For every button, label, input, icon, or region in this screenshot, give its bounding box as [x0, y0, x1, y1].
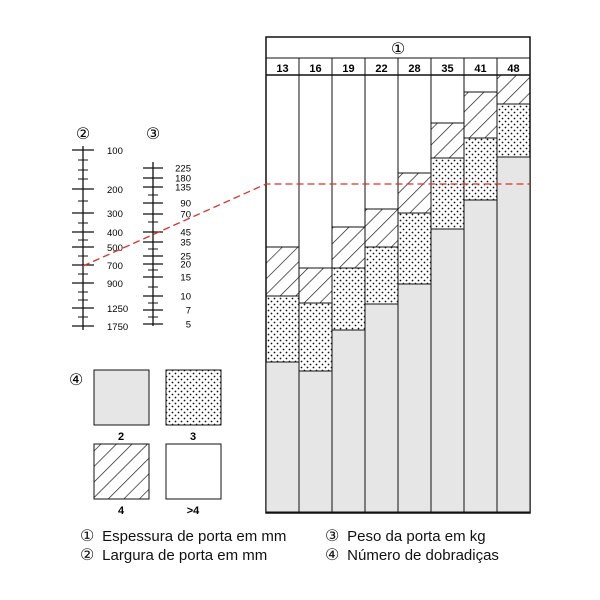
weight-tick-label: 70	[180, 209, 191, 221]
legend-text-4: Número de dobradiças	[347, 547, 499, 564]
width-tick-label: 200	[107, 185, 123, 196]
marker-4-header: ④	[68, 370, 84, 389]
legend-item-3	[325, 527, 486, 547]
legend-marker-4: ④	[325, 547, 340, 564]
cell-solid	[365, 304, 398, 512]
cell-dotted	[431, 158, 464, 229]
cell-solid	[431, 229, 464, 512]
hinge-key	[69, 370, 221, 517]
legend-text-2: Largura de porta em mm	[102, 547, 268, 564]
cell-solid	[398, 284, 431, 512]
cell-hatched	[497, 75, 530, 104]
legend-text-3: Peso da porta em kg	[347, 528, 486, 545]
legend-item-2	[80, 546, 267, 566]
weight-tick-label: 135	[175, 182, 191, 194]
marker-2-header: ②	[75, 124, 91, 143]
key-label-2: 2	[117, 431, 125, 443]
cell-hatched	[398, 173, 431, 213]
width-scale	[72, 124, 128, 333]
key-label-more-than-4: >4	[186, 505, 200, 517]
legend-marker-3: ③	[325, 528, 340, 545]
weight-tick-label: 5	[185, 319, 191, 331]
marker-3-header: ③	[145, 124, 161, 143]
width-tick-label: 700	[107, 261, 123, 272]
width-tick-label: 500	[107, 243, 123, 254]
legend-item-4	[325, 546, 499, 566]
cell-dotted	[299, 303, 332, 371]
cell-dotted	[266, 296, 299, 362]
cell-dotted	[464, 138, 497, 200]
legend-text-1: Espessura de porta em mm	[102, 528, 287, 545]
marker-1-header: ①	[390, 39, 406, 58]
key-label-4: 4	[117, 505, 125, 517]
width-tick-label: 400	[107, 228, 123, 239]
cell-solid	[332, 330, 365, 512]
weight-tick-label: 225	[175, 163, 191, 175]
weight-tick-label: 7	[185, 305, 191, 317]
legend-item-1	[80, 527, 286, 547]
cell-hatched	[332, 227, 365, 268]
weight-ticks	[143, 164, 191, 331]
thickness-label: 28	[408, 63, 421, 75]
cell-solid	[497, 157, 530, 512]
cell-hatched	[365, 209, 398, 247]
width-tick-label: 100	[107, 146, 123, 157]
width-tick-label: 300	[107, 209, 123, 220]
cell-solid	[299, 371, 332, 512]
key-swatch-hatched	[94, 444, 149, 499]
thickness-label: 13	[276, 63, 289, 75]
thickness-label: 19	[342, 63, 355, 75]
thickness-label: 41	[474, 63, 487, 75]
weight-scale	[143, 124, 191, 331]
key-swatch-blank	[166, 444, 221, 499]
weight-tick-label: 35	[180, 237, 191, 249]
thickness-label: 22	[375, 63, 388, 75]
key-label-3: 3	[189, 431, 197, 443]
cell-hatched	[431, 123, 464, 158]
weight-tick-label: 20	[180, 259, 191, 271]
weight-tick-label: 180	[175, 173, 191, 185]
cell-solid	[464, 200, 497, 512]
cell-dotted	[332, 268, 365, 330]
thickness-chart	[266, 37, 530, 513]
width-tick-label: 1250	[107, 304, 129, 315]
weight-tick-label: 90	[180, 198, 191, 210]
cell-hatched	[299, 268, 332, 303]
weight-tick-label: 25	[180, 251, 191, 263]
thickness-label: 16	[309, 63, 322, 75]
weight-tick-label: 45	[180, 227, 191, 239]
thickness-label: 35	[441, 63, 454, 75]
width-tick-label: 900	[107, 279, 123, 290]
cell-dotted	[365, 247, 398, 304]
width-tick-label: 1750	[107, 322, 129, 333]
legend-marker-2: ②	[80, 547, 95, 564]
thickness-label: 48	[507, 63, 520, 75]
cell-dotted	[497, 104, 530, 157]
width-ticks	[72, 146, 128, 333]
key-swatch-dotted	[166, 370, 221, 425]
weight-tick-label: 10	[180, 291, 191, 303]
cell-solid	[266, 362, 299, 512]
legend-marker-1: ①	[80, 528, 95, 545]
key-swatch-solid	[94, 370, 149, 425]
cell-dotted	[398, 213, 431, 284]
cell-hatched	[464, 92, 497, 138]
cell-hatched	[266, 247, 299, 296]
weight-tick-label: 15	[180, 272, 191, 284]
